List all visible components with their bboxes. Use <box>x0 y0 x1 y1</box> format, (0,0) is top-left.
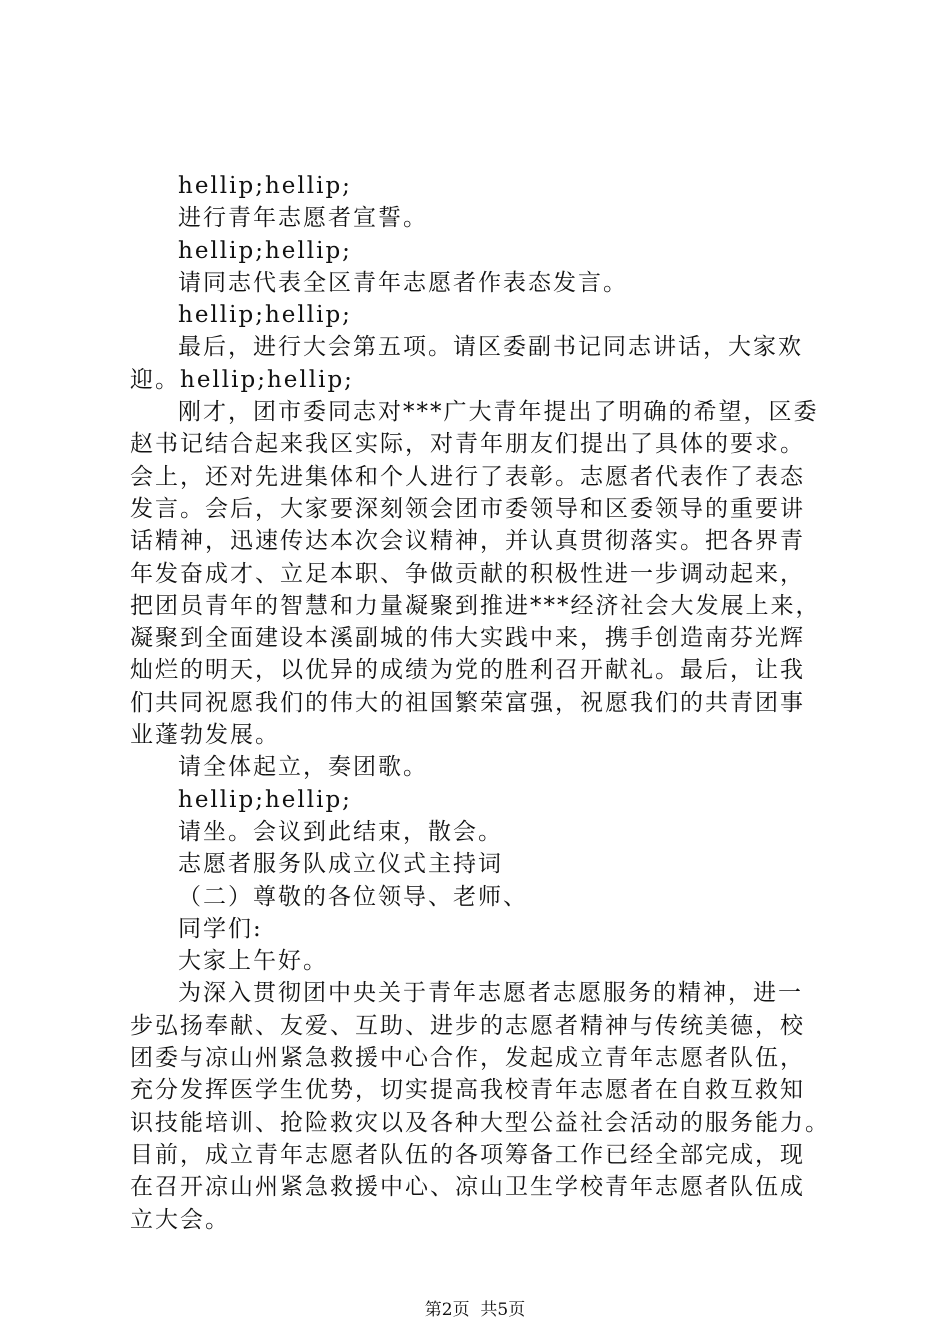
text-line: hellip;hellip; <box>178 237 352 264</box>
text-line: hellip;hellip; <box>178 173 352 199</box>
text-line: 请全体起立，奏团歌。 <box>178 754 428 781</box>
page-number: 第2页 共5页 <box>424 1300 526 1320</box>
text-line: hellip;hellip; <box>178 302 352 329</box>
text-line: 同学们: <box>178 915 263 942</box>
text-line: 目前，成立青年志愿者队伍的各项筹备工作已经全部完成，现 <box>130 1141 805 1168</box>
text-line: 识技能培训、抢险救灾以及各种大型公益社会活动的服务能力。 <box>130 1109 830 1136</box>
text-line: 把团员青年的智慧和力量凝聚到推进***经济社会大发展上来， <box>130 592 821 619</box>
text-line: 发言。会后，大家要深刻领会团市委领导和区委领导的重要讲 <box>130 495 805 522</box>
text-line: 在召开凉山州紧急救援中心、凉山卫生学校青年志愿者队伍成 <box>130 1174 805 1201</box>
text-line: 灿烂的明天，以优异的成绩为党的胜利召开献礼。最后，让我 <box>130 657 805 684</box>
text-line: 会上，还对先进集体和个人进行了表彰。志愿者代表作了表态 <box>130 463 805 490</box>
text-line: 大家上午好。 <box>178 948 328 975</box>
document-body <box>130 170 840 1236</box>
text-line: 业蓬勃发展。 <box>130 722 280 749</box>
text-line: 志愿者服务队成立仪式主持词 <box>178 851 503 878</box>
text-line: 立大会。 <box>130 1206 230 1233</box>
page-footer <box>0 1295 950 1320</box>
text-line: 凝聚到全面建设本溪副城的伟大实践中来，携手创造南芬光辉 <box>130 625 805 652</box>
text-line: 团委与凉山州紧急救援中心合作，发起成立青年志愿者队伍， <box>130 1045 805 1072</box>
text-line: 进行青年志愿者宣誓。 <box>178 205 428 232</box>
text-line: 刚才，团市委同志对***广大青年提出了明确的希望，区委 <box>178 399 819 426</box>
text-line: 年发奋成才、立足本职、争做贡献的积极性进一步调动起来， <box>130 560 805 587</box>
text-line: （二）尊敬的各位领导、老师、 <box>178 883 528 910</box>
text-line: 请坐。会议到此结束，散会。 <box>178 818 503 845</box>
text-line: 话精神，迅速传达本次会议精神，并认真贯彻落实。把各界青 <box>130 528 805 555</box>
text-line: 迎。hellip;hellip; <box>130 366 354 393</box>
text-line: 们共同祝愿我们的伟大的祖国繁荣富强，祝愿我们的共青团事 <box>130 689 805 716</box>
text-line: 请同志代表全区青年志愿者作表态发言。 <box>178 269 628 296</box>
text-line: 为深入贯彻团中央关于青年志愿者志愿服务的精神，进一 <box>178 980 803 1007</box>
text-line: hellip;hellip; <box>178 786 352 813</box>
text-line: 赵书记结合起来我区实际，对青年朋友们提出了具体的要求。 <box>130 431 805 458</box>
text-line: 充分发挥医学生优势，切实提高我校青年志愿者在自救互救知 <box>130 1077 805 1104</box>
text-line: 步弘扬奉献、友爱、互助、进步的志愿者精神与传统美德，校 <box>130 1012 805 1039</box>
text-line: 最后，进行大会第五项。请区委副书记同志讲话，大家欢 <box>178 334 803 361</box>
